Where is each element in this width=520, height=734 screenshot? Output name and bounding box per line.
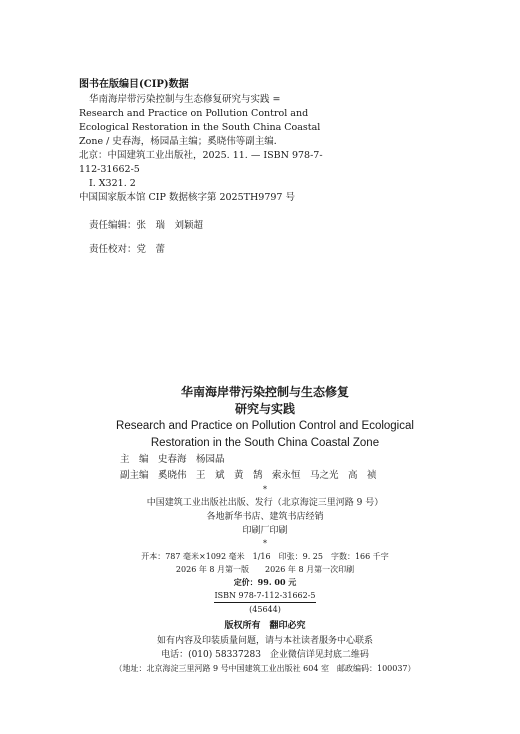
distribution-line: 各地新华书店、建筑书店经销: [206, 512, 324, 522]
cip-heading: 图书在版编目(CIP)数据: [79, 79, 189, 90]
deputy-editors: 副主编 奚晓伟 王 斌 黄 鹄 索永恒 马之光 高 祯: [120, 470, 377, 481]
book-specs: 开本：787 毫米×1092 毫米 1/16 印张：9. 25 字数：166 千字: [141, 552, 389, 561]
phone-line: 电话：(010) 58337283 企业微信详见封底二维码: [161, 650, 369, 660]
cip-line-5: 北京：中国建筑工业出版社，2025. 11. — ISBN 978-7-: [79, 150, 323, 161]
book-title-en-line-1: Research and Practice on Pollution Control and Ecological: [116, 420, 414, 432]
book-title-cn-line-2: 研究与实践: [234, 402, 295, 416]
isbn-line: ISBN 978-7-112-31662-5: [214, 590, 315, 603]
cip-class-number: Ⅰ. X321. 2: [89, 178, 136, 189]
cip-line-2: Research and Practice on Pollution Control and: [79, 108, 309, 119]
responsible-proofreader: 责任校对：党 蕾: [89, 244, 166, 255]
colophon-block: [100, 384, 430, 675]
responsible-editors: 责任编辑：张 瑞 刘颖超: [89, 220, 204, 231]
book-title-en-line-2: Restoration in the South China Coastal Zone: [150, 437, 380, 449]
address-line: （地址：北京海淀三里河路 9 号中国建筑工业出版社 604 室 邮政编码：100037）: [114, 664, 416, 673]
chief-editors: 主 编 史春海 杨园晶: [120, 454, 225, 465]
quality-contact-line: 如有内容及印装质量问题，请与本社读者服务中心联系: [156, 636, 373, 646]
cip-line-1: 华南海岸带污染控制与生态修复研究与实践 =: [89, 94, 281, 105]
publisher-line: 中国建筑工业出版社出版、发行（北京海淀三里河路 9 号）: [146, 498, 384, 508]
cip-line-6: 112-31662-5: [79, 164, 140, 175]
edition-line: 2026 年 8 月第一版 2026 年 8 月第一次印刷: [175, 565, 355, 574]
catalog-code: (45644): [249, 605, 281, 614]
cip-title-line: [79, 93, 459, 177]
separator-star: *: [263, 485, 267, 494]
printer-line: 印刷厂印刷: [242, 526, 288, 536]
responsibility-block: [79, 219, 459, 257]
cip-block: [79, 78, 459, 267]
copyright-notice: 版权所有 翻印必究: [224, 621, 306, 631]
cip-data-number: 中国国家版本馆 CIP 数据核字第 2025TH9797 号: [79, 192, 295, 203]
price-line: 定价：99. 00 元: [233, 577, 297, 587]
separator-star-2: *: [263, 539, 267, 548]
cip-line-4: Zone / 史春海，杨园晶主编；奚晓伟等副主编．: [79, 136, 284, 147]
cip-line-3: Ecological Restoration in the South China Coastal: [79, 122, 321, 133]
book-title-cn-line-1: 华南海岸带污染控制与生态修复: [180, 385, 349, 399]
